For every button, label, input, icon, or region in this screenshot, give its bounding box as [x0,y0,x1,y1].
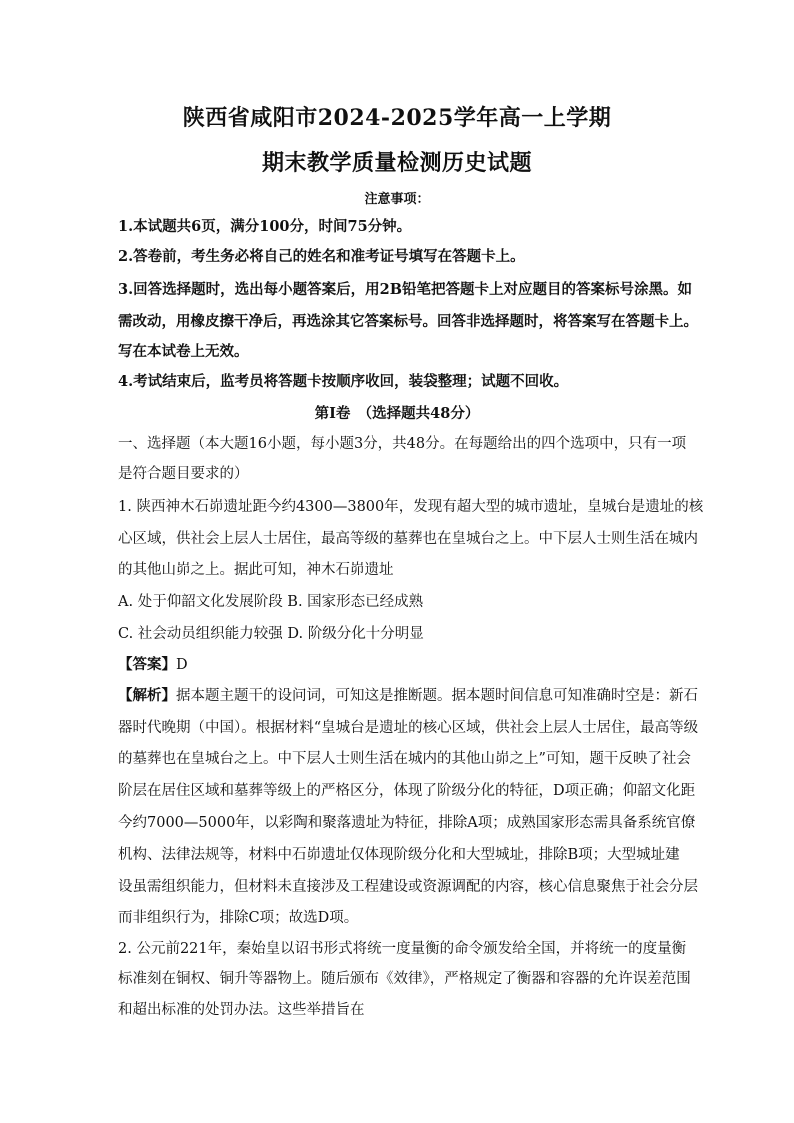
question-1-stem: 的其他山峁之上。据此可知，神木石峁遗址 [118,562,394,578]
analysis-label: 【解析】 [118,687,176,704]
notice-item: 2.答卷前，考生务必将自己的姓名和准考证号填写在答题卡上。 [118,248,525,265]
question-2-stem: 2. 公元前221年，秦始皇以诏书形式将统一度量衡的命令颁发给全国，并将统一的度量衡 [118,941,687,957]
question-2-stem: 和超出标准的处罚办法。这些举措旨在 [118,1002,365,1018]
question-1-stem: 1. 陕西神木石峁遗址距今约4300—3800年，发现有超大型的城市遗址，皇城台是遗址的核 [118,499,704,515]
notice-item: 3.回答选择题时，选出每小题答案后，用2B铅笔把答题卡上对应题目的答案标号涂黑。如 [118,281,692,298]
question-1-option: C. 社会动员组织能力较强 D. 阶级分化十分明显 [118,626,424,642]
analysis-text: 据本题主题干的设问词，可知这是推断题。据本题时间信息可知准确时空是：新石 [176,688,698,704]
analysis-text: 而非组织行为，排除C项；故选D项。 [118,910,359,926]
section-instruction: 是符合题目要求的） [118,466,249,482]
question-2-stem: 标准刻在铜权、铜升等器物上。随后颁布《效律》，严格规定了衡器和容器的允许误差范围 [118,971,691,987]
question-1-stem: 心区域，供社会上层人士居住，最高等级的墓葬也在皇城台之上。中下层人士则生活在城内 [118,531,698,547]
notice-heading: 注意事项： [364,192,430,207]
analysis-line [118,686,698,706]
notice-item: 需改动，用橡皮擦干净后，再选涂其它答案标号。回答非选择题时，将答案写在答题卡上。 [118,313,698,330]
exam-title-line1: 陕西省咸阳市2024-2025学年高一上学期 [182,105,612,131]
analysis-text: 今约7000—5000年，以彩陶和聚落遗址为特征，排除A项；成熟国家形态需具备系统官僚 [118,815,696,831]
analysis-text: 设虽需组织能力，但材料未直接涉及工程建设或资源调配的内容，核心信息聚焦于社会分层 [118,879,698,895]
volume-title: 第Ⅰ卷 （选择题共48分） [314,405,480,422]
notice-item: 4.考试结束后，监考员将答题卡按顺序收回，装袋整理；试题不回收。 [118,373,569,390]
answer-line [118,655,688,675]
analysis-text: 的墓葬也在皇城台之上。中下层人士则生活在城内的其他山峁之上”可知，题干反映了社会 [118,751,691,767]
answer-label: 【答案】 [118,656,176,673]
analysis-text: 器时代晚期（中国）。根据材料“皇城台是遗址的核心区域，供社会上层人士居住，最高等级 [118,720,699,736]
analysis-text: 机构、法律法规等，材料中石峁遗址仅体现阶级分化和大型城址，排除B项；大型城址建 [118,847,680,863]
analysis-text: 阶层在居住区域和墓葬等级上的严格区分，体现了阶级分化的特征，D项正确；仰韶文化距 [118,783,696,799]
answer-value: D [176,657,188,673]
notice-item: 写在本试卷上无效。 [118,343,249,360]
exam-title-line2: 期末教学质量检测历史试题 [261,150,532,176]
section-instruction: 一、选择题（本大题16小题，每小题3分，共48分。在每题给出的四个选项中，只有一项 [118,436,687,452]
question-1-option: A. 处于仰韶文化发展阶段 B. 国家形态已经成熟 [118,594,424,610]
notice-item: 1.本试题共6页，满分100分，时间75分钟。 [118,218,412,235]
